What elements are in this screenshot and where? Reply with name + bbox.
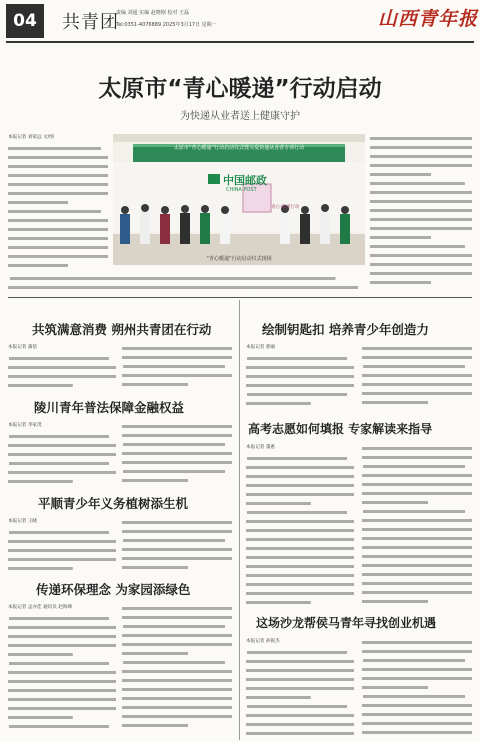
article-byline: 本报记者 王晓 [8, 519, 38, 524]
article-title: 绘制钥匙扣 培养青少年创造力 [262, 322, 429, 337]
page-number: 04 [6, 4, 44, 38]
contact-line: Tel:0351-4076889 2025年3月17日 星期一 [116, 22, 217, 28]
article-title: 陵川青年普法保障金融权益 [34, 400, 185, 415]
article-byline: 本报记者 李家茂 [8, 423, 42, 428]
article-title: 传递环保理念 为家园添绿色 [36, 582, 191, 597]
article-text [122, 518, 232, 572]
lead-byline: 本报记者 刘家远 文/图 [8, 135, 54, 140]
article-byline: 本报记者 孙锐杰 [246, 639, 280, 644]
page-header [0, 0, 480, 44]
lead-headline: 太原市“青心暖递”行动启动 [98, 76, 382, 102]
china-post-logo-en: CHINA POST [226, 187, 257, 193]
article-text [8, 614, 116, 738]
article-title: 平顺青少年义务植树添生机 [38, 496, 189, 511]
lead-text-col-1 [8, 144, 108, 274]
article-byline: 本报记者 董惠 [246, 445, 276, 450]
lead-photo-illustration [113, 134, 365, 265]
editor-line: 责编 刘通 实编 赵晓刚 校对 王磊 [116, 10, 189, 16]
column-divider [239, 300, 240, 740]
lead-text-col-3 [370, 134, 472, 292]
article-byline: 本报记者 孟亦佳 通讯员 赵海峰 [8, 605, 73, 610]
article-text [122, 344, 232, 390]
article-text [122, 604, 232, 738]
article-text [246, 354, 354, 410]
section-name: 共青团 [62, 12, 119, 33]
lead-subheadline: 为快递从业者送上健康守护 [180, 111, 300, 122]
article-text [246, 648, 354, 738]
header-rule [6, 41, 474, 43]
article-byline: 本报记者 蒲蓓 [8, 345, 38, 350]
section-divider [8, 297, 472, 298]
photo-caption: “青心暖递”行动启动仪式现场 [206, 256, 272, 262]
article-text [362, 638, 472, 738]
article-title: 这场沙龙帮侯马青年寻找创业机遇 [256, 616, 437, 630]
china-post-logo: 中国邮政 [223, 174, 267, 187]
article-title: 高考志愿如何填报 专家解读来指导 [248, 422, 433, 436]
article-text [362, 344, 472, 410]
lead-photo [113, 134, 365, 265]
article-text [246, 454, 354, 606]
article-text [122, 422, 232, 486]
article-text [8, 432, 116, 486]
lead-text-bottom [8, 274, 358, 294]
photo-banner: 太原市“青心暖递”行动启动仪式暨关爱快递从业者专项行动 [173, 145, 305, 151]
article-byline: 本报记者 郭丽 [246, 345, 276, 350]
article-title: 共筑满意消费 朔州共青团在行动 [32, 322, 212, 337]
newspaper-logo: 山西青年报 [378, 8, 479, 30]
poster-text: 青心·暖递行动 [271, 205, 300, 210]
article-text [362, 444, 472, 606]
article-text [8, 354, 116, 390]
article-text [8, 528, 116, 572]
